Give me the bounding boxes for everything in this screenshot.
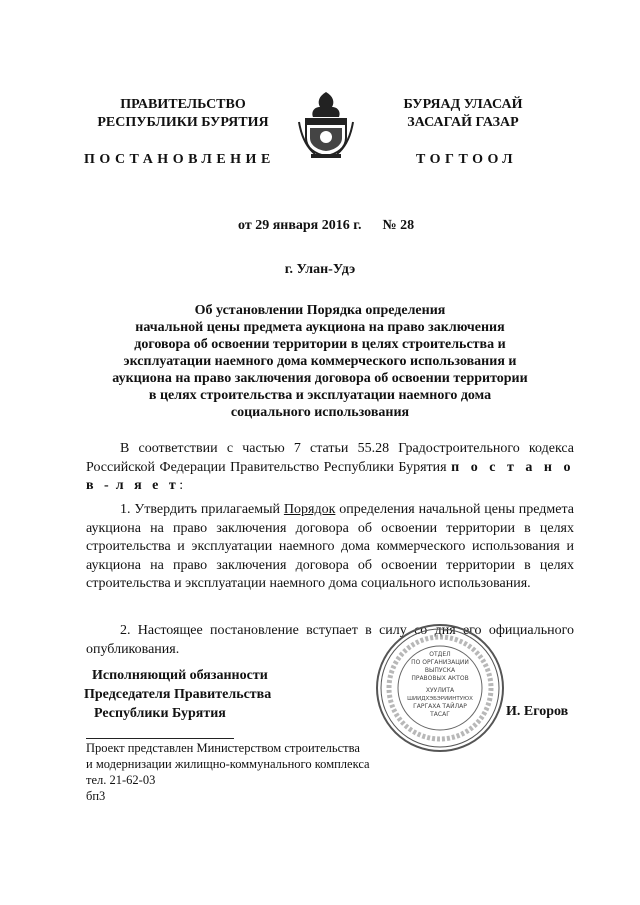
signature-title	[84, 666, 271, 723]
city: г. Улан-Удэ	[284, 262, 356, 277]
footer-line4: бп3	[86, 789, 106, 803]
preamble-tail: :	[179, 478, 184, 493]
document-number: № 28	[382, 218, 415, 233]
signature-line2: Председателя Правительства	[84, 687, 272, 702]
preamble-paragraph	[86, 440, 574, 496]
signature-line1: Исполняющий обязанности	[92, 668, 268, 683]
title-line: в целях строительства и эксплуатации наемного дома	[148, 388, 492, 403]
document-date: от 29 января 2016 г.	[238, 218, 362, 233]
org-name-left-line2: РЕСПУБЛИКИ БУРЯТИЯ	[97, 115, 269, 130]
preamble-text: В соответствии с частью 7 статьи 55.28 Градостроительного кодекса Российской Федерации Правительство Республики Бурятия	[86, 441, 574, 475]
item-2-paragraph: 2. Настоящее постановление вступает в силу со дня его официального опубликования.	[86, 623, 574, 657]
official-stamp-seal	[374, 622, 506, 754]
org-name-right-line1: БУРЯАД УЛАСАЙ	[403, 97, 523, 112]
doc-type-left: ПОСТАНОВЛЕНИЕ	[84, 152, 275, 167]
footer-line1: Проект представлен Министерством строительства	[86, 741, 360, 755]
date-line	[238, 218, 414, 234]
stamp-inner-line: ПО ОРГАНИЗАЦИИ	[411, 659, 469, 666]
coat-of-arms-emblem	[297, 88, 355, 160]
signatory-name: И. Егоров	[506, 704, 569, 719]
order-link[interactable]: Порядок	[283, 502, 336, 517]
stamp-inner-line: ГАРГАХА ТАЙЛАР	[413, 703, 467, 710]
title-line: эксплуатации наемного дома коммерческого использования и	[123, 354, 517, 369]
preamble-resolves-part1: п о с т а н о в -	[86, 459, 574, 493]
document-title	[100, 302, 540, 421]
title-line: Об установлении Порядка определения	[194, 303, 446, 318]
stamp-inner-line: ТАСАГ	[430, 711, 450, 718]
item-1-after: определения начальной цены предмета аукциона на право заключения договора об освоении территории в целях строительства и эксплуатации наемного дома коммерческого использования и аукциона на право заключения договора об освоении территории в целях строительства и эксплуатации наемного дома социального использования.	[86, 502, 574, 591]
footer-line3: тел. 21-62-03	[86, 773, 156, 787]
title-line: социального использования	[230, 405, 410, 420]
title-line: начальной цены предмета аукциона на право заключения	[135, 320, 505, 335]
stamp-inner-line: ОТДЕЛ	[429, 651, 451, 658]
footer-divider	[86, 738, 234, 739]
title-line: аукциона на право заключения договора об освоении территории	[112, 371, 528, 386]
stamp-inner-line: ХУУЛИТА	[425, 687, 455, 694]
stamp-inner-line: ШИИДХЭБЭРИИНТУЮХ	[407, 696, 473, 702]
item-1-before: 1. Утвердить прилагаемый	[120, 502, 284, 517]
footer-note	[86, 740, 406, 804]
item-1-paragraph	[86, 501, 574, 594]
preamble-resolves-part2: л я е т	[115, 478, 180, 493]
org-name-right-line2: ЗАСАГАЙ ГАЗАР	[407, 115, 519, 130]
stamp-inner-line: ПРАВОВЫХ АКТОВ	[411, 675, 469, 682]
footer-line2: и модернизации жилищно-коммунального комплекса	[86, 757, 370, 771]
org-name-left-line1: ПРАВИТЕЛЬСТВО	[120, 97, 246, 112]
org-name-right	[378, 96, 548, 132]
stamp-inner-line: ВЫПУСКА	[424, 667, 456, 674]
org-name-left	[88, 96, 278, 132]
doc-type-right: ТОГТООЛ	[416, 152, 518, 167]
title-line: договора об освоении территории в целях строительства и	[134, 337, 506, 352]
signature-line3: Республики Бурятия	[94, 706, 226, 721]
